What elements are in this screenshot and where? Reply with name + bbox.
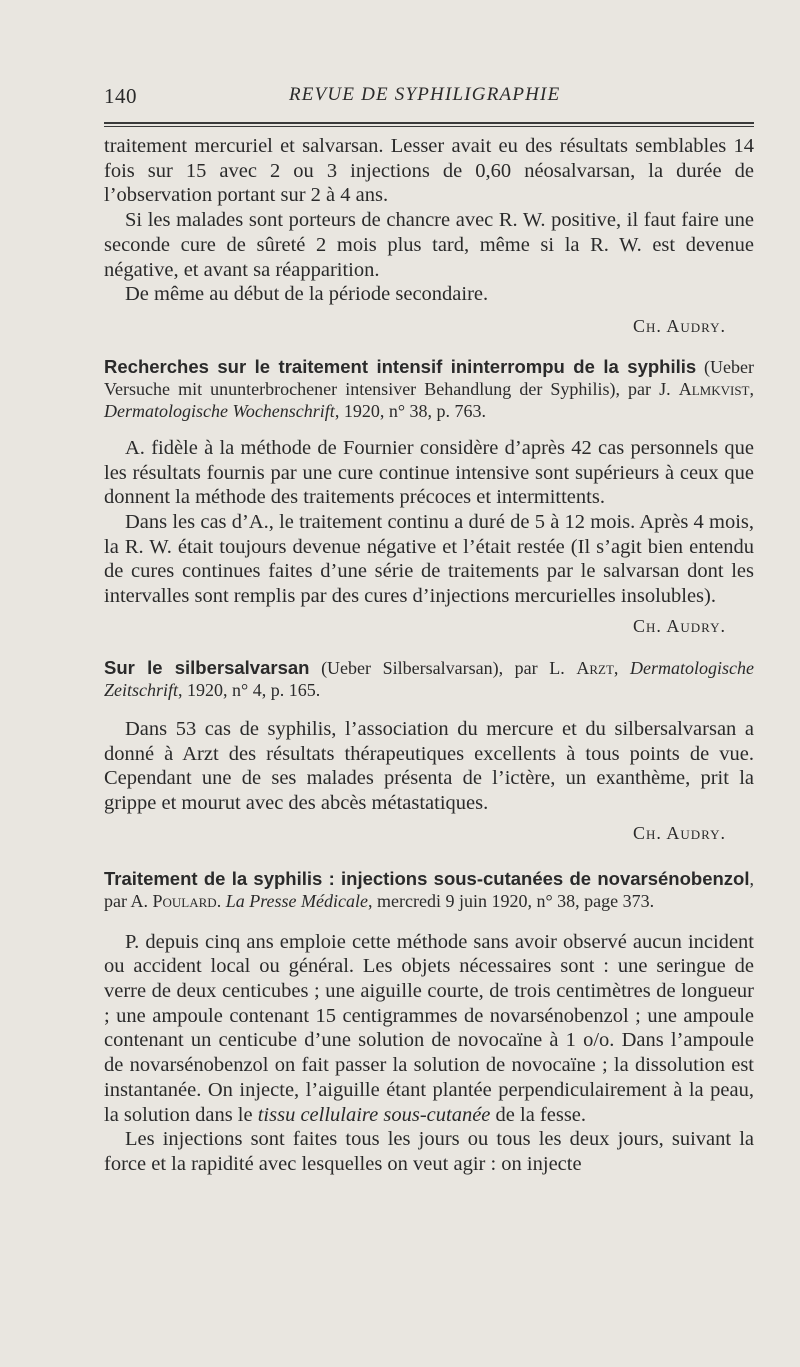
article-2-paragraph-1: Dans 53 cas de syphilis, l’association du mercure et du silbersalvarsan a donné à Arzt des résultats thérapeutiques excellents à tous points de vue. Cependant une de ses malades présenta de l’ictère, un exanthème, prit la grippe et mourut avec des abcès métastatiques.: [104, 717, 754, 814]
article-2-signature: Ch. Audry.: [632, 822, 726, 843]
page-body: [104, 134, 754, 1177]
page-number: 140: [104, 84, 137, 108]
intro-paragraph-2: Si les malades sont porteurs de chancre avec R. W. positive, il faut faire une seconde cure de sûreté 2 mois plus tard, même si la R. W. est devenue négative, et avant sa réapparition.: [104, 209, 754, 281]
article-3-heading: Traitement de la syphilis : injections sous-cutanées de novarsénobenzol, par A. Poulard. La Presse Médicale, mercredi 9 juin 1920, n° 38, page 373.: [104, 867, 754, 911]
intro-signature: Ch. Audry.: [632, 315, 726, 336]
article-1-journal: Dermatologische Wochenschrift: [104, 400, 335, 421]
article-1-title: Recherches sur le traitement intensif ininterrompu de la syphilis: [104, 355, 697, 377]
article-3-author: Poulard: [152, 890, 217, 911]
article-2-head-rest: (Ueber Silbersalvarsan), par L.: [309, 657, 577, 678]
header-rule: [104, 122, 754, 124]
article-1-paragraph-2: Dans les cas d’A., le traitement continu a duré de 5 à 12 mois. Après 4 mois, la R. W. était toujours devenue négative et l’était restée (Il s’agit bien entendu de cures continues faites d’une série de traitements par le salvarsan dont les intervalles sont remplis par des cures d’injections mercurielles insolubles).: [104, 511, 754, 608]
article-1-paragraph-1: A. fidèle à la méthode de Fournier considère d’après 42 cas personnels que les résultats fournis par une cure continue intensive sont supérieurs à ceux que donnent la méthode des traitements précoces et intermittents.: [104, 436, 754, 509]
article-3-paragraph-1-b: de la fesse.: [490, 1103, 587, 1126]
article-1-author: Almkvist: [678, 378, 750, 399]
article-2-title: Sur le silbersalvarsan: [104, 656, 310, 678]
article-3-paragraph-1: [104, 930, 754, 1128]
article-3-journal: La Presse Médicale: [225, 890, 368, 911]
article-2-journal: Dermatologische Zeitschrift: [104, 657, 754, 700]
article-3-paragraph-1-a: P. depuis cinq ans emploie cette méthode sans avoir observé aucun incident ou accident local ou général. Les objets nécessaires sont : une seringue de verre de deux centicubes ; une aiguille courte, de trois centimètres de longueur ; une ampoule contenant 15 centigrammes de novarsénobenzol ; une ampoule contenant un centicube d’une solution de novocaïne à 1 o/o. Dans l’ampoule de novarsénobenzol on fait passer la solution de novocaïne ; la dissolution est instantanée. On injecte, l’aiguille étant plantée perpendiculairement à la peau, la solution dans le: [104, 930, 754, 1126]
article-1-citation: , 1920, n° 38, p. 763.: [334, 400, 487, 421]
article-3-emphasis: tissu cellulaire sous-cutanée: [257, 1103, 491, 1126]
running-title: REVUE DE SYPHILIGRAPHIE: [289, 84, 561, 105]
article-3-citation: , mercredi 9 juin 1920, n° 38, page 373.: [367, 890, 655, 911]
intro-paragraph-1: traitement mercuriel et salvarsan. Lesser avait eu des résultats semblables 14 fois sur 15 avec 2 ou 3 injections de 0,60 néosalvarsan, la durée de l’observation portant sur 2 à 4 ans.: [104, 135, 754, 207]
article-1-head-rest: (Ueber Versuche mit ununterbrochener intensiver Behandlung der Syphilis), par J.: [104, 356, 754, 399]
article-3-paragraph-2: Les injections sont faites tous les jours ou tous les deux jours, suivant la force et la rapidité avec lesquelles on veut agir : on injecte: [104, 1128, 754, 1175]
article-3-head-rest: , par A.: [104, 868, 754, 911]
intro-paragraph-3: De même au début de la période secondaire.: [125, 283, 489, 306]
article-2-author: Arzt: [576, 657, 614, 678]
article-1-signature: Ch. Audry.: [632, 615, 726, 636]
article-2-citation: , 1920, n° 4, p. 165.: [178, 679, 321, 700]
page-header: [104, 84, 754, 114]
article-3-title: Traitement de la syphilis : injections sous-cutanées de novarsénobenzol: [104, 867, 750, 889]
article-2-heading: Sur le silbersalvarsan (Ueber Silbersalvarsan), par L. Arzt, Dermatologische Zeitschrift, 1920, n° 4, p. 165.: [104, 656, 754, 700]
article-1-heading: Recherches sur le traitement intensif ininterrompu de la syphilis (Ueber Versuche mit ununterbrochener intensiver Behandlung der Syphilis), par J. Almkvist, Dermatologische Wochenschrift, 1920, n° 38, p. 763.: [104, 355, 754, 421]
